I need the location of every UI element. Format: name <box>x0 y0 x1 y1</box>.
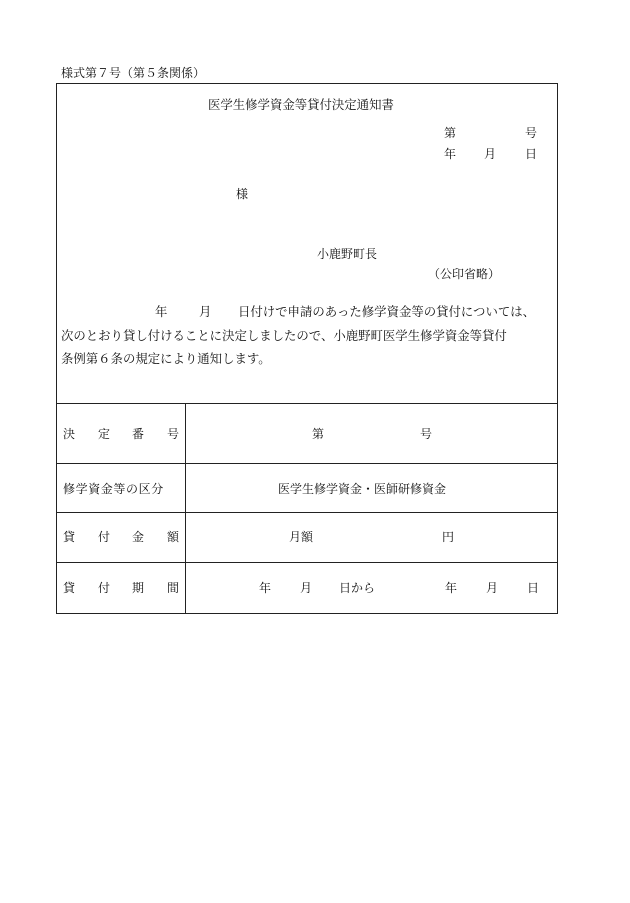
period-end-year: 年 <box>445 581 458 595</box>
label-char: 金 <box>132 530 145 544</box>
addressee-honorific: 様 <box>236 187 249 201</box>
doc-number-prefix: 第 <box>444 126 457 140</box>
document-title: 医学生修学資金等貸付決定通知書 <box>208 97 394 112</box>
period-end-month: 月 <box>486 581 499 595</box>
table-top-border <box>56 403 558 404</box>
table-row-divider <box>56 463 558 464</box>
category-label: 修学資金等の区分 <box>63 482 164 496</box>
table-row-divider <box>56 512 558 513</box>
label-char: 付 <box>98 581 111 595</box>
label-char: 間 <box>167 581 180 595</box>
body-date-day-text: 日付けで申請のあった修学資金等の貸付については、 <box>238 304 536 319</box>
label-char: 額 <box>167 530 180 544</box>
label-char: 付 <box>98 530 111 544</box>
doc-number-suffix: 号 <box>525 126 538 140</box>
period-start-day: 日から <box>339 581 376 595</box>
label-char: 番 <box>132 427 145 441</box>
form-label: 様式第７号（第５条関係） <box>61 66 206 80</box>
label-char: 期 <box>132 581 145 595</box>
decision-number-suffix: 号 <box>420 427 433 441</box>
category-value: 医学生修学資金・医師研修資金 <box>278 482 447 496</box>
body-date-month: 月 <box>199 304 212 319</box>
issuer-name: 小鹿野町長 <box>317 247 378 261</box>
yen-unit: 円 <box>442 530 455 544</box>
body-date-year: 年 <box>155 304 168 319</box>
period-start-year: 年 <box>259 581 272 595</box>
label-char: 貸 <box>63 530 76 544</box>
table-column-divider <box>185 403 186 614</box>
doc-date-year: 年 <box>444 147 457 161</box>
doc-date-day: 日 <box>525 147 538 161</box>
label-char: 号 <box>167 427 180 441</box>
monthly-amount-label: 月額 <box>289 530 314 544</box>
body-line-1: 次のとおり貸し付けることに決定しましたので、小鹿野町医学生修学資金等貸付 <box>61 328 507 343</box>
table-row-divider <box>56 562 558 563</box>
decision-number-prefix: 第 <box>312 427 325 441</box>
period-start-month: 月 <box>300 581 313 595</box>
doc-date-month: 月 <box>484 147 497 161</box>
label-char: 貸 <box>63 581 76 595</box>
label-char: 決 <box>63 427 76 441</box>
seal-note: （公印省略） <box>428 267 501 281</box>
body-line-2: 条例第６条の規定により通知します。 <box>61 351 271 366</box>
period-end-day: 日 <box>527 581 540 595</box>
label-char: 定 <box>98 427 111 441</box>
